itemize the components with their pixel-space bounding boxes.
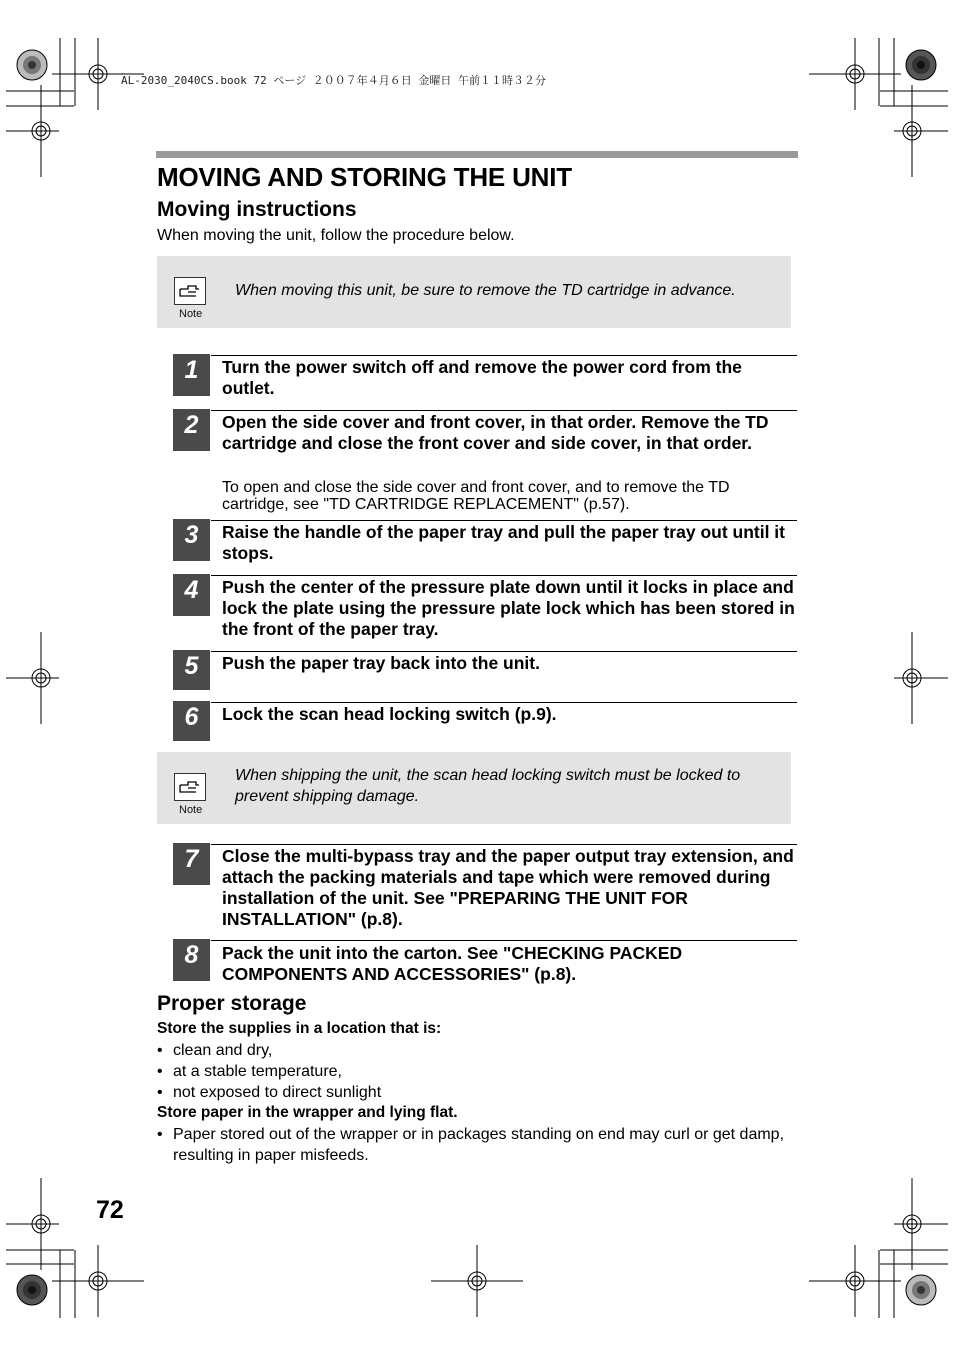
page-number: 72: [96, 1196, 124, 1224]
paper-label: Store paper in the wrapper and lying flat.: [157, 1104, 458, 1121]
list-item-text: Paper stored out of the wrapper or in packages standing on end may curl or get damp, resulting in paper misfeeds.: [173, 1126, 785, 1164]
list-item-text: clean and dry,: [173, 1042, 273, 1059]
step-divider: [211, 844, 797, 845]
note-hand-icon: [174, 277, 206, 305]
step-number: 8: [173, 939, 210, 981]
step-number: 4: [173, 574, 210, 616]
step-text: Pack the unit into the carton. See "CHECKING PACKED COMPONENTS AND ACCESSORIES" (p.8).: [222, 943, 683, 984]
note-label: Note: [179, 308, 203, 320]
step-number: 3: [173, 519, 210, 561]
note-label: Note: [179, 804, 203, 816]
note-text: When moving this unit, be sure to remove the TD cartridge in advance.: [235, 282, 736, 299]
step-number: 1: [173, 354, 210, 396]
storage-heading: Proper storage: [157, 992, 307, 1015]
step-text: Push the paper tray back into the unit.: [222, 653, 540, 673]
step-text: Open the side cover and front cover, in that order. Remove the TD cartridge and close the front cover and side cover, in that order.: [222, 412, 769, 453]
step-text: Raise the handle of the paper tray and pull the paper tray out until it stops.: [222, 522, 785, 563]
list-item: [157, 1124, 793, 1166]
note-text: When shipping the unit, the scan head locking switch must be locked to prevent shipping damage.: [235, 767, 741, 805]
list-item: [157, 1040, 273, 1061]
list-item: [157, 1061, 342, 1082]
moving-intro: When moving the unit, follow the procedure below.: [157, 227, 515, 244]
step-divider: [211, 410, 797, 411]
note-box: [157, 256, 791, 328]
step-divider: [211, 651, 797, 652]
step-text: Lock the scan head locking switch (p.9).: [222, 704, 557, 724]
step-divider: [211, 940, 797, 941]
step-text: Turn the power switch off and remove the power cord from the outlet.: [222, 357, 742, 398]
title-bar: [156, 151, 798, 158]
print-info-header: AL-2030_2040CS.book 72 ページ ２００７年４月６日 金曜日 午前１１時３２分: [121, 74, 546, 87]
page-title: MOVING AND STORING THE UNIT: [157, 162, 572, 192]
supplies-label: Store the supplies in a location that is:: [157, 1020, 442, 1037]
step-divider: [211, 702, 797, 703]
moving-heading: Moving instructions: [157, 198, 357, 221]
bullet-icon: •: [157, 1042, 163, 1059]
step-divider: [211, 355, 797, 356]
list-item: [157, 1082, 382, 1103]
step-text: Close the multi-bypass tray and the paper output tray extension, and attach the packing materials and tape which were removed during installation of the unit. See "PREPARING THE UNIT FOR INSTALLATION" (p.8).: [222, 846, 794, 929]
note-box: [157, 752, 791, 824]
step-divider: [211, 575, 797, 576]
bullet-icon: •: [157, 1063, 163, 1080]
step-text: Push the center of the pressure plate down until it locks in place and lock the plate using the pressure plate lock which has been stored in the front of the paper tray.: [222, 577, 795, 639]
list-item-text: not exposed to direct sunlight: [173, 1084, 382, 1101]
list-item-text: at a stable temperature,: [173, 1063, 342, 1080]
bullet-icon: •: [157, 1084, 163, 1101]
step-divider: [211, 520, 797, 521]
step-number: 2: [173, 409, 210, 451]
step-subtext: To open and close the side cover and front cover, and to remove the TD cartridge, see "TD CARTRIDGE REPLACEMENT" (p.57).: [222, 479, 730, 513]
step-number: 5: [173, 650, 210, 690]
step-number: 7: [173, 843, 210, 885]
step-number: 6: [173, 701, 210, 741]
note-hand-icon: [174, 773, 206, 801]
bullet-icon: •: [157, 1126, 163, 1143]
